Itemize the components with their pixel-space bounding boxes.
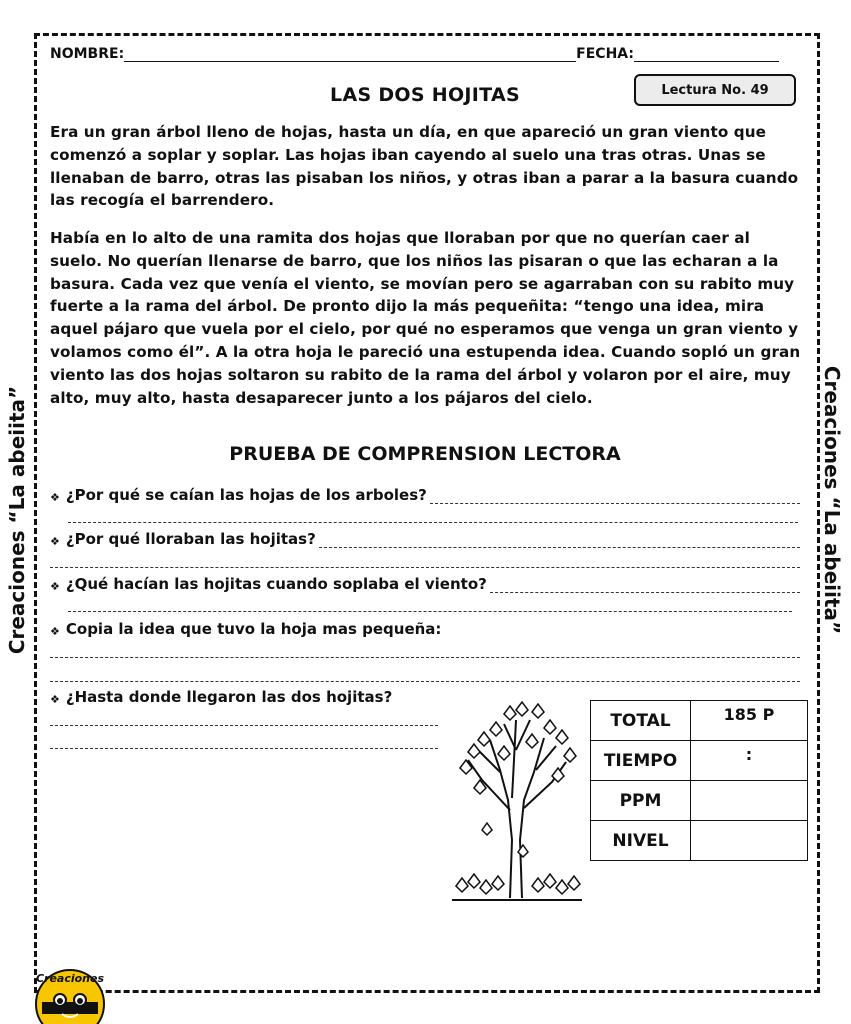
- bee-logo-icon: [28, 962, 112, 1024]
- score-label-ppm: PPM: [591, 781, 691, 821]
- answer-5-line-a[interactable]: [50, 724, 438, 726]
- name-field[interactable]: [124, 50, 576, 62]
- answer-4-line-b[interactable]: [50, 680, 800, 682]
- name-label: NOMBRE:: [50, 46, 125, 62]
- answer-2-line-a[interactable]: [319, 536, 800, 548]
- score-row-ppm: [591, 781, 808, 821]
- question-3-text: ¿Qué hacían las hojitas cuando soplaba el viento?: [65, 575, 487, 593]
- score-table: [590, 700, 808, 861]
- score-value-total[interactable]: 185 P: [691, 701, 808, 741]
- answer-3-line-a[interactable]: [490, 581, 800, 593]
- question-3: [50, 575, 800, 593]
- story-paragraph-2: Había en lo alto de una ramita dos hojas que lloraban por que no querían caer al suelo. No querían llenarse de barro, que los niños las pisaran o que las echaran a la basura. Cada vez que venía el viento, se movían pero se agarraban con su rabito muy fuerte a la rama del árbol. De pronto dijo la más pequeñita: “tengo una idea, mira aquel pájaro que vuela por el cielo, por qué no esperamos que venga un gran viento y volamos como él”. A la otra hoja le pareció una estupenda idea. Cuando sopló un gran viento las dos hojas soltaron su rabito de la rama del árbol y volaron por el aire, muy alto, muy alto, hasta desaparecer junto a los pájaros del cielo.: [50, 229, 801, 407]
- page-title: LAS DOS HOJITAS: [330, 84, 520, 106]
- answer-5-line-b[interactable]: [50, 747, 438, 749]
- question-4: [50, 620, 800, 638]
- side-credit-left: Creaciones “La abeiita”: [5, 385, 29, 655]
- diamond-bullet-icon: ❖: [50, 625, 60, 638]
- question-1: [50, 486, 800, 504]
- score-value-tiempo[interactable]: :: [691, 741, 808, 781]
- score-row-nivel: [591, 821, 808, 861]
- diamond-bullet-icon: ❖: [50, 535, 60, 548]
- answer-4-line-a[interactable]: [50, 656, 800, 658]
- side-credit-right: Creaciones “La abeiita”: [820, 365, 844, 635]
- lectura-badge: Lectura No. 49: [634, 74, 796, 106]
- logo-text: Creaciones: [35, 972, 105, 985]
- score-row-total: [591, 701, 808, 741]
- score-label-tiempo: TIEMPO: [591, 741, 691, 781]
- date-field[interactable]: [634, 50, 779, 62]
- question-2: [50, 530, 800, 548]
- score-label-nivel: NIVEL: [591, 821, 691, 861]
- score-value-ppm[interactable]: [691, 781, 808, 821]
- question-2-text: ¿Por qué lloraban las hojitas?: [65, 530, 316, 548]
- score-label-total: TOTAL: [591, 701, 691, 741]
- answer-1-line-b[interactable]: [68, 521, 798, 523]
- diamond-bullet-icon: ❖: [50, 693, 60, 706]
- tree-illustration: [452, 690, 582, 910]
- question-4-text: Copia la idea que tuvo la hoja mas pequeña:: [65, 620, 442, 638]
- quiz-title: PRUEBA DE COMPRENSION LECTORA: [229, 443, 621, 465]
- question-1-text: ¿Por qué se caían las hojas de los arboles?: [65, 486, 427, 504]
- header-row: [50, 46, 800, 62]
- date-label: FECHA:: [576, 46, 634, 62]
- question-5: [50, 688, 450, 706]
- story-paragraph-1: Era un gran árbol lleno de hojas, hasta un día, en que apareció un gran viento que comenzó a soplar y soplar. Las hojas iban cayendo al suelo una tras otras. Unas se llenaban de barro, otras las pisaban los niños, y otras iban a parar a la basura cuando las recogía el barrendero.: [50, 123, 799, 210]
- answer-1-line-a[interactable]: [430, 492, 800, 504]
- answer-3-line-b[interactable]: [68, 610, 792, 612]
- answer-2-line-b[interactable]: [50, 566, 800, 568]
- score-value-nivel[interactable]: [691, 821, 808, 861]
- diamond-bullet-icon: ❖: [50, 580, 60, 593]
- question-5-text: ¿Hasta donde llegaron las dos hojitas?: [65, 688, 393, 706]
- diamond-bullet-icon: ❖: [50, 491, 60, 504]
- score-row-tiempo: [591, 741, 808, 781]
